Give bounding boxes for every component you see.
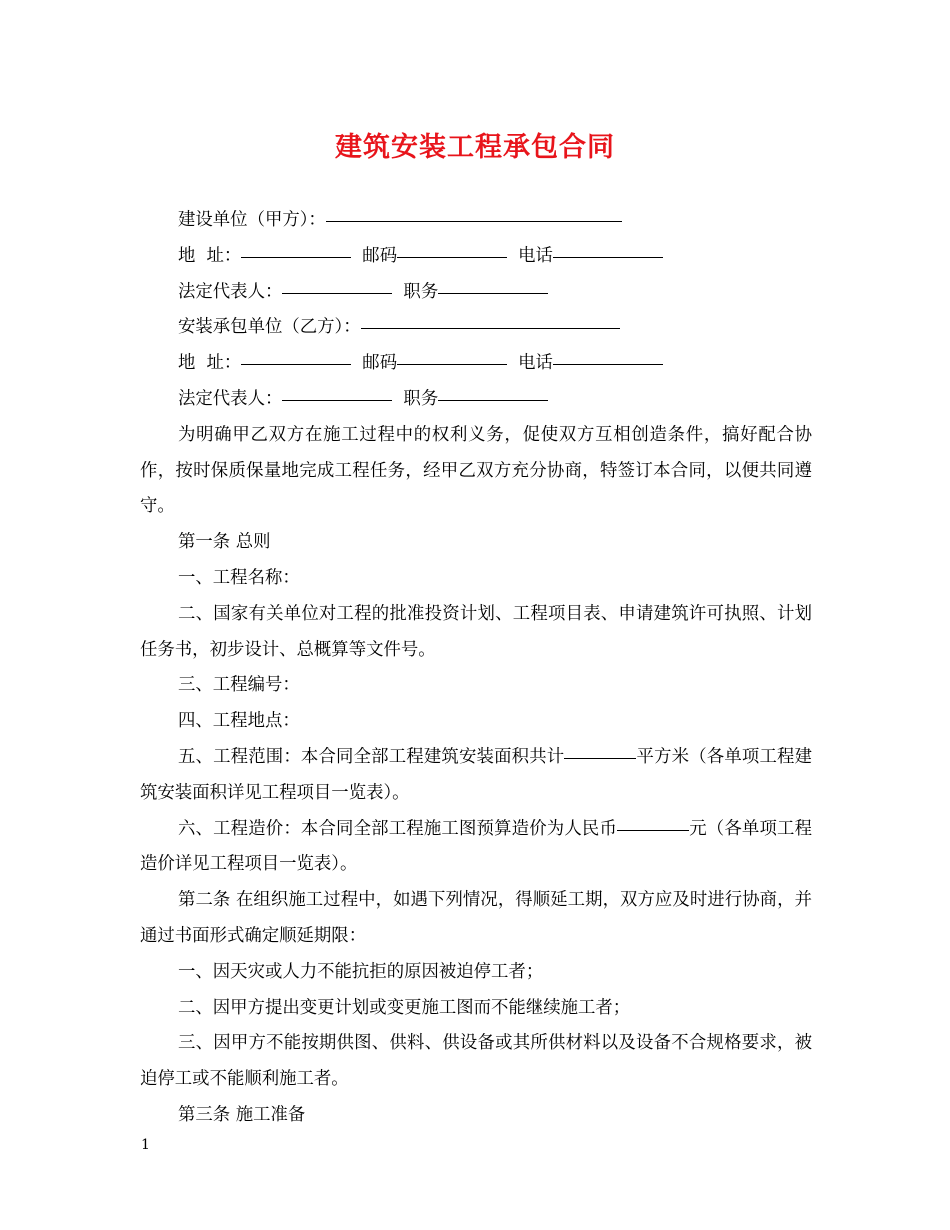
project-cost-item <box>140 812 812 884</box>
postcode-blank <box>397 256 507 258</box>
scope-text-end: 平方米（各单项工程建筑安装面积详见工程项目一览表）。 <box>140 746 812 803</box>
party-b-address-row <box>140 346 812 382</box>
legal-rep-blank <box>282 399 392 401</box>
party-a-blank <box>326 220 622 222</box>
approval-documents-item: 二、国家有关单位对工程的批准投资计划、工程项目表、申请建筑许可执照、计划任务书，初步设计、总概算等文件号。 <box>140 603 812 660</box>
party-a-row <box>140 203 812 239</box>
phone-label: 电话 <box>518 245 553 266</box>
document-body <box>140 203 812 1134</box>
party-a-legal-rep-row <box>140 275 812 311</box>
postcode-blank <box>397 363 507 365</box>
phone-blank <box>553 256 663 258</box>
party-b-blank <box>361 327 620 329</box>
article-3-heading: 第三条 施工准备 <box>178 1104 306 1125</box>
postcode-label: 邮码 <box>362 353 398 374</box>
amount-blank <box>617 829 689 831</box>
position-blank <box>438 399 548 401</box>
address-label: 地 址： <box>178 353 242 374</box>
delay-reason-1: 一、因天灾或人力不能抗拒的原因被迫停工者； <box>178 961 544 982</box>
delay-reason-2: 二、因甲方提出变更计划或变更施工图而不能继续施工者； <box>178 997 631 1018</box>
project-location-item: 四、工程地点： <box>178 711 300 732</box>
scope-text-start: 五、工程范围：本合同全部工程建筑安装面积共计 <box>178 746 565 767</box>
project-number-item: 三、工程编号： <box>178 675 300 696</box>
cost-text-start: 六、工程造价：本合同全部工程施工图预算造价为人民币 <box>178 818 618 839</box>
party-b-row <box>140 310 812 346</box>
phone-blank <box>553 363 663 365</box>
article-1-heading: 第一条 总则 <box>178 532 271 553</box>
legal-rep-label: 法定代表人： <box>178 281 283 302</box>
project-scope-item <box>140 740 812 812</box>
area-blank <box>564 757 636 759</box>
party-b-label: 安装承包单位（乙方）： <box>178 317 361 338</box>
party-b-legal-rep-row <box>140 382 812 418</box>
address-label: 地 址： <box>178 245 242 266</box>
intro-paragraph: 为明确甲乙双方在施工过程中的权利义务，促使双方互相创造条件，搞好配合协作，按时保质保量地完成工程任务，经甲乙双方充分协商，特签订本合同，以便共同遵守。 <box>140 424 812 517</box>
document-title: 建筑安装工程承包合同 <box>335 132 615 163</box>
legal-rep-blank <box>282 292 392 294</box>
delay-reason-3: 三、因甲方不能按期供图、供料、供设备或其所供材料以及设备不合规格要求，被迫停工或不能顺利施工者。 <box>140 1033 812 1090</box>
article-2-paragraph: 第二条 在组织施工过程中，如遇下列情况，得顺延工期，双方应及时进行协商，并通过书面形式确定顺延期限： <box>140 890 812 946</box>
party-a-label: 建设单位（甲方）： <box>178 210 326 230</box>
position-label: 职务 <box>403 388 439 409</box>
cost-text-end: 元（各单项工程造价详见工程项目一览表）。 <box>140 818 812 875</box>
project-name-item: 一、工程名称： <box>178 567 300 588</box>
party-a-address-row <box>140 239 812 275</box>
postcode-label: 邮码 <box>362 245 398 266</box>
address-blank <box>241 363 351 365</box>
page-number: 1 <box>141 1137 150 1153</box>
legal-rep-label: 法定代表人： <box>178 388 283 409</box>
phone-label: 电话 <box>518 353 553 374</box>
position-blank <box>438 292 548 294</box>
address-blank <box>241 256 351 258</box>
position-label: 职务 <box>403 281 439 302</box>
